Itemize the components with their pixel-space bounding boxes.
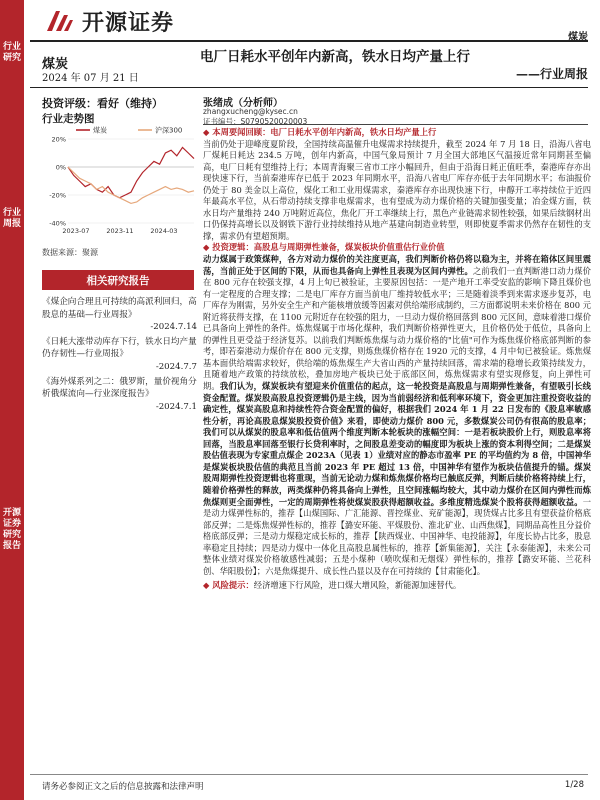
body-paragraph (203, 127, 591, 139)
x-tick-label: 2023-07 (62, 227, 90, 235)
related-report-date: -2024.7.1 (155, 401, 197, 412)
related-report-date: -2024.7.7 (155, 361, 197, 372)
bullet-icon: ◆ (203, 242, 213, 253)
related-report-item[interactable] (42, 336, 197, 374)
title-divider (30, 87, 588, 88)
sector-label: 煤炭 (42, 57, 69, 72)
related-report-title[interactable]: 《海外煤系列之二：俄罗斯，量价视角分析俄煤流向—行业深度报告》 (42, 376, 197, 400)
related-report-title[interactable]: 《煤企向合理且可持续的高派利回归，高股息的基础—行业周报》 (42, 297, 197, 320)
related-report-item[interactable] (42, 296, 197, 334)
y-tick-label: 20% (51, 135, 66, 144)
x-tick-label: 2024-03 (150, 227, 178, 235)
side-tab-kysec-report: 开源证券研究报告 (2, 508, 21, 551)
analyst-name: 张绪成（分析师） (203, 98, 283, 109)
brand-name: 开源证券 (82, 10, 175, 36)
related-report-item[interactable] (42, 376, 197, 414)
report-body (203, 127, 591, 592)
y-tick-label: -40% (49, 219, 66, 228)
related-reports-list (42, 296, 197, 415)
section-heading: 本周要闻回顾：电厂日耗水平创年内新高，铁水日均产量上行 (212, 127, 437, 137)
y-tick-label: -20% (49, 191, 66, 200)
x-tick-label: 2023-11 (106, 227, 134, 235)
body-text: 之前我们一直判断港口动力煤价在 800 元存在较强支撑，4 月上旬已被验证，主要原因包括：一是产地开工率受安监的影响下降且煤价也有一定程度的合理支撑；二是电厂库存方面当前电厂维持较低水平；三是随着淡季到来需求逐步复苏，电厂库存为刚需，另外安全生产和产能核增放缓等因素对供给端形成制约，三方面都说明未来价格在 800 元附近将获得支撑，在 1100 元附近存在较强的阻力，一旦动力煤价格回落到 800 元区间，意味着港口煤价已具备向上弹性的条件。炼焦煤属于市场化煤种，我们判断价格弹性更大，且价格仍处于低位，具备向上的弹性且更受益于经济复苏。 (203, 265, 591, 345)
section-heading: 投资逻辑：高股息与周期弹性兼备，煤炭板块价值重估行业价值 (212, 242, 445, 253)
report-subtitle: ——行业周报 (515, 67, 588, 81)
related-report-date: -2024.7.14 (150, 322, 197, 333)
analyst-cert: 证书编号：S0790520020003 (203, 117, 308, 126)
bullet-icon: ◆ (203, 580, 213, 591)
page-number: 1/28 (564, 780, 584, 790)
body-paragraph (203, 580, 591, 592)
body-paragraph: 当前仍处于迎峰度夏阶段，全国持续高温催升电煤需求持续提升，截至 2024 年 7 月 18 日，沿海八省电厂煤耗日耗达 234.5 万吨，创年内新高，中国气象局预计 7 月全国大部地区气温接近常年同期甚至偏高，电厂日耗有望维持上行；本周青海聚三省市工序小幅回升，但由于沿海日耗正值旺季，秦港库存亦出现快速下行，当前秦港库存已低于 2023 年同期水平，沿海八省电厂库存亦低于去年同期水平；布油报价仍处于 80 美金以上高位，煤化工和工业用煤需求，秦港库存亦出现快速下行，申醇开工率持续位于近四年最高水平位，从石带动持续支撑非电煤需求，也有望成为动力煤价格的关键加强变量；冶金煤方面，铁水日均产量维持 240 万吨附近高位，焦化厂开工率继续上行，黑色产业链需求韧性较强，如果后续钢材出口仍保持高增长以及钢铁下游行业持续维持从地产基建向制造业转型，则即使夏季需求仍然存在韧性的支撑，需求仍有望超预期。 (203, 138, 591, 241)
brand-logo (44, 4, 174, 38)
legend-label: 沪深300 (155, 126, 183, 135)
related-reports-heading: 相关研究报告 (42, 270, 194, 290)
footer-disclaimer[interactable]: 请务必参阅正文之后的信息披露和法律声明 (42, 782, 204, 792)
footer-divider (30, 774, 588, 775)
side-tab-weekly: 行业周报 (2, 208, 21, 229)
analyst-email[interactable]: zhangxucheng@kysec.cn (203, 107, 298, 116)
report-date: 2024 年 07 月 21 日 (42, 73, 139, 84)
body-text: 一是动力煤弹性标的，推荐【山煤国际、广汇能源、晋控煤业、兖矿能源】，现货煤占比多且有望获益价格底部反弹；二是炼焦煤弹性标的，推荐【潞安环能、平煤股份、淮北矿业、山西焦煤】，同期品高性且分益价格底部反弹；三是动力煤稳定成长标的，推荐【陕西煤业、中国神华、电投能源】，年度长协占比多，股息率稳定且持续；四是动力煤中一体化且高股息属性标的，推荐【新集能源】，关注【永泰能源】，未来公司整体业绩对煤炭价格敏感性减弱；五是小煤种（喷吹煤和无烟煤）弹性标的，推荐【潞安环能、兰花科创、华阳股份】；六是焦煤提升、成长性凸显以及存在可持续的【甘肃能化】。 (203, 496, 591, 576)
investment-rating: 投资评级：看好（维持） (42, 97, 163, 110)
body-emphasis: 动力煤属于政策煤种，各方对动力煤价的关注度更高，我们判断价格仍将以稳为主，并将在箱体区间里震荡，当前正处于区间的下限，从而也具备向上弹性且表现为区间内弹性。 (203, 254, 591, 276)
series-line-coal (68, 147, 194, 197)
body-emphasis: 我们认为，煤炭板块有望迎来价值重估的起点，这一轮投资是高股息与周期弹性兼备，有望吸引长线资金配置。煤炭股高股息投资逻辑仍是主线，因为当前弱经济和低利率环境下，资金更加注重投资收益的确定性，煤炭高股息和持续性符合资金配置的偏好，根据我们 2024 年 1 月 22 日发布的《股息率敏感性分析，再论高股息煤炭股投资价值》来看，即使动力煤价 800 元，多数煤炭公司仍有很高的股息率；我们可以从煤炭的股息率和低估值两个维度判断本轮板块的涨幅空间：一是若板块股价上行，则股息率将回落，当股息率回落至银行长贷利率时，之间股息差变动的幅度即为板块上涨的资本利得空间；二是煤炭股估值表现为专家重点煤企 2023A（见表 1）业绩对应的静态市盈率 PE 的平均值约为 8 倍，中国神华是煤炭板块股估值的典范且当前 2023 年 PE 超过 13 倍，中国神华有望作为板块估值提升的锚。煤炭股周期弹性投资逻辑也将重现，当前无论动力煤和炼焦煤价格均已触底反弹，判断后续价格将持续上行，随着价格弹性的释放，两类煤种仍将具备向上弹性，且空间涨幅均较大，其中动力煤价在区间内弹性而炼焦煤则更全面弹性，一定的周期弹性将使煤炭股获得超额收益。多维度精选煤炭个股将获得超额收益。 (203, 381, 591, 507)
header-divider (30, 40, 588, 42)
data-source: 数据来源：聚源 (42, 248, 98, 257)
y-tick-label: 0% (55, 163, 66, 172)
trend-chart (40, 125, 198, 245)
side-bar (0, 0, 24, 800)
risk-text: 经济增速下行风险，进口煤大增风险，新能源加速替代。 (253, 580, 462, 591)
report-title: 电厂日耗水平创年内新高，铁水日均产量上行 (200, 49, 470, 65)
bullet-icon: ◆ (203, 127, 213, 137)
risk-heading: 风险提示： (212, 580, 254, 591)
legend-label: 煤炭 (93, 126, 107, 135)
analyst-divider (203, 124, 588, 125)
header-sector-tag: 煤炭 (568, 32, 588, 43)
trend-chart-title: 行业走势图 (42, 113, 95, 125)
kysec-logo-icon (44, 7, 74, 35)
body-text: 以前我们判断炼焦煤与动力煤价格的"比值"可作为炼焦煤价格底部判断的参考，即若秦港动力煤价存在 800 元支撑，则炼焦煤价格存在 1920 元的支撑，4 月中旬已被验证。炼焦煤基本面供给端需求较好，供给端的炼焦煤生产大省山西的产量持续回落，需求端的稳增长政策持续发力，且随着地产政策的持续放松，叠加房地产板块已处于底部区间，炼焦煤需求有望实现修复，向上弹性可期。 (203, 334, 591, 392)
body-paragraph (203, 242, 591, 254)
related-report-title[interactable]: 《日耗大涨带动库存下行，铁水日均产量仍存韧性—行业周报》 (42, 336, 197, 360)
side-tab-industry-research: 行业研究 (2, 42, 21, 63)
body-paragraph (203, 254, 591, 577)
